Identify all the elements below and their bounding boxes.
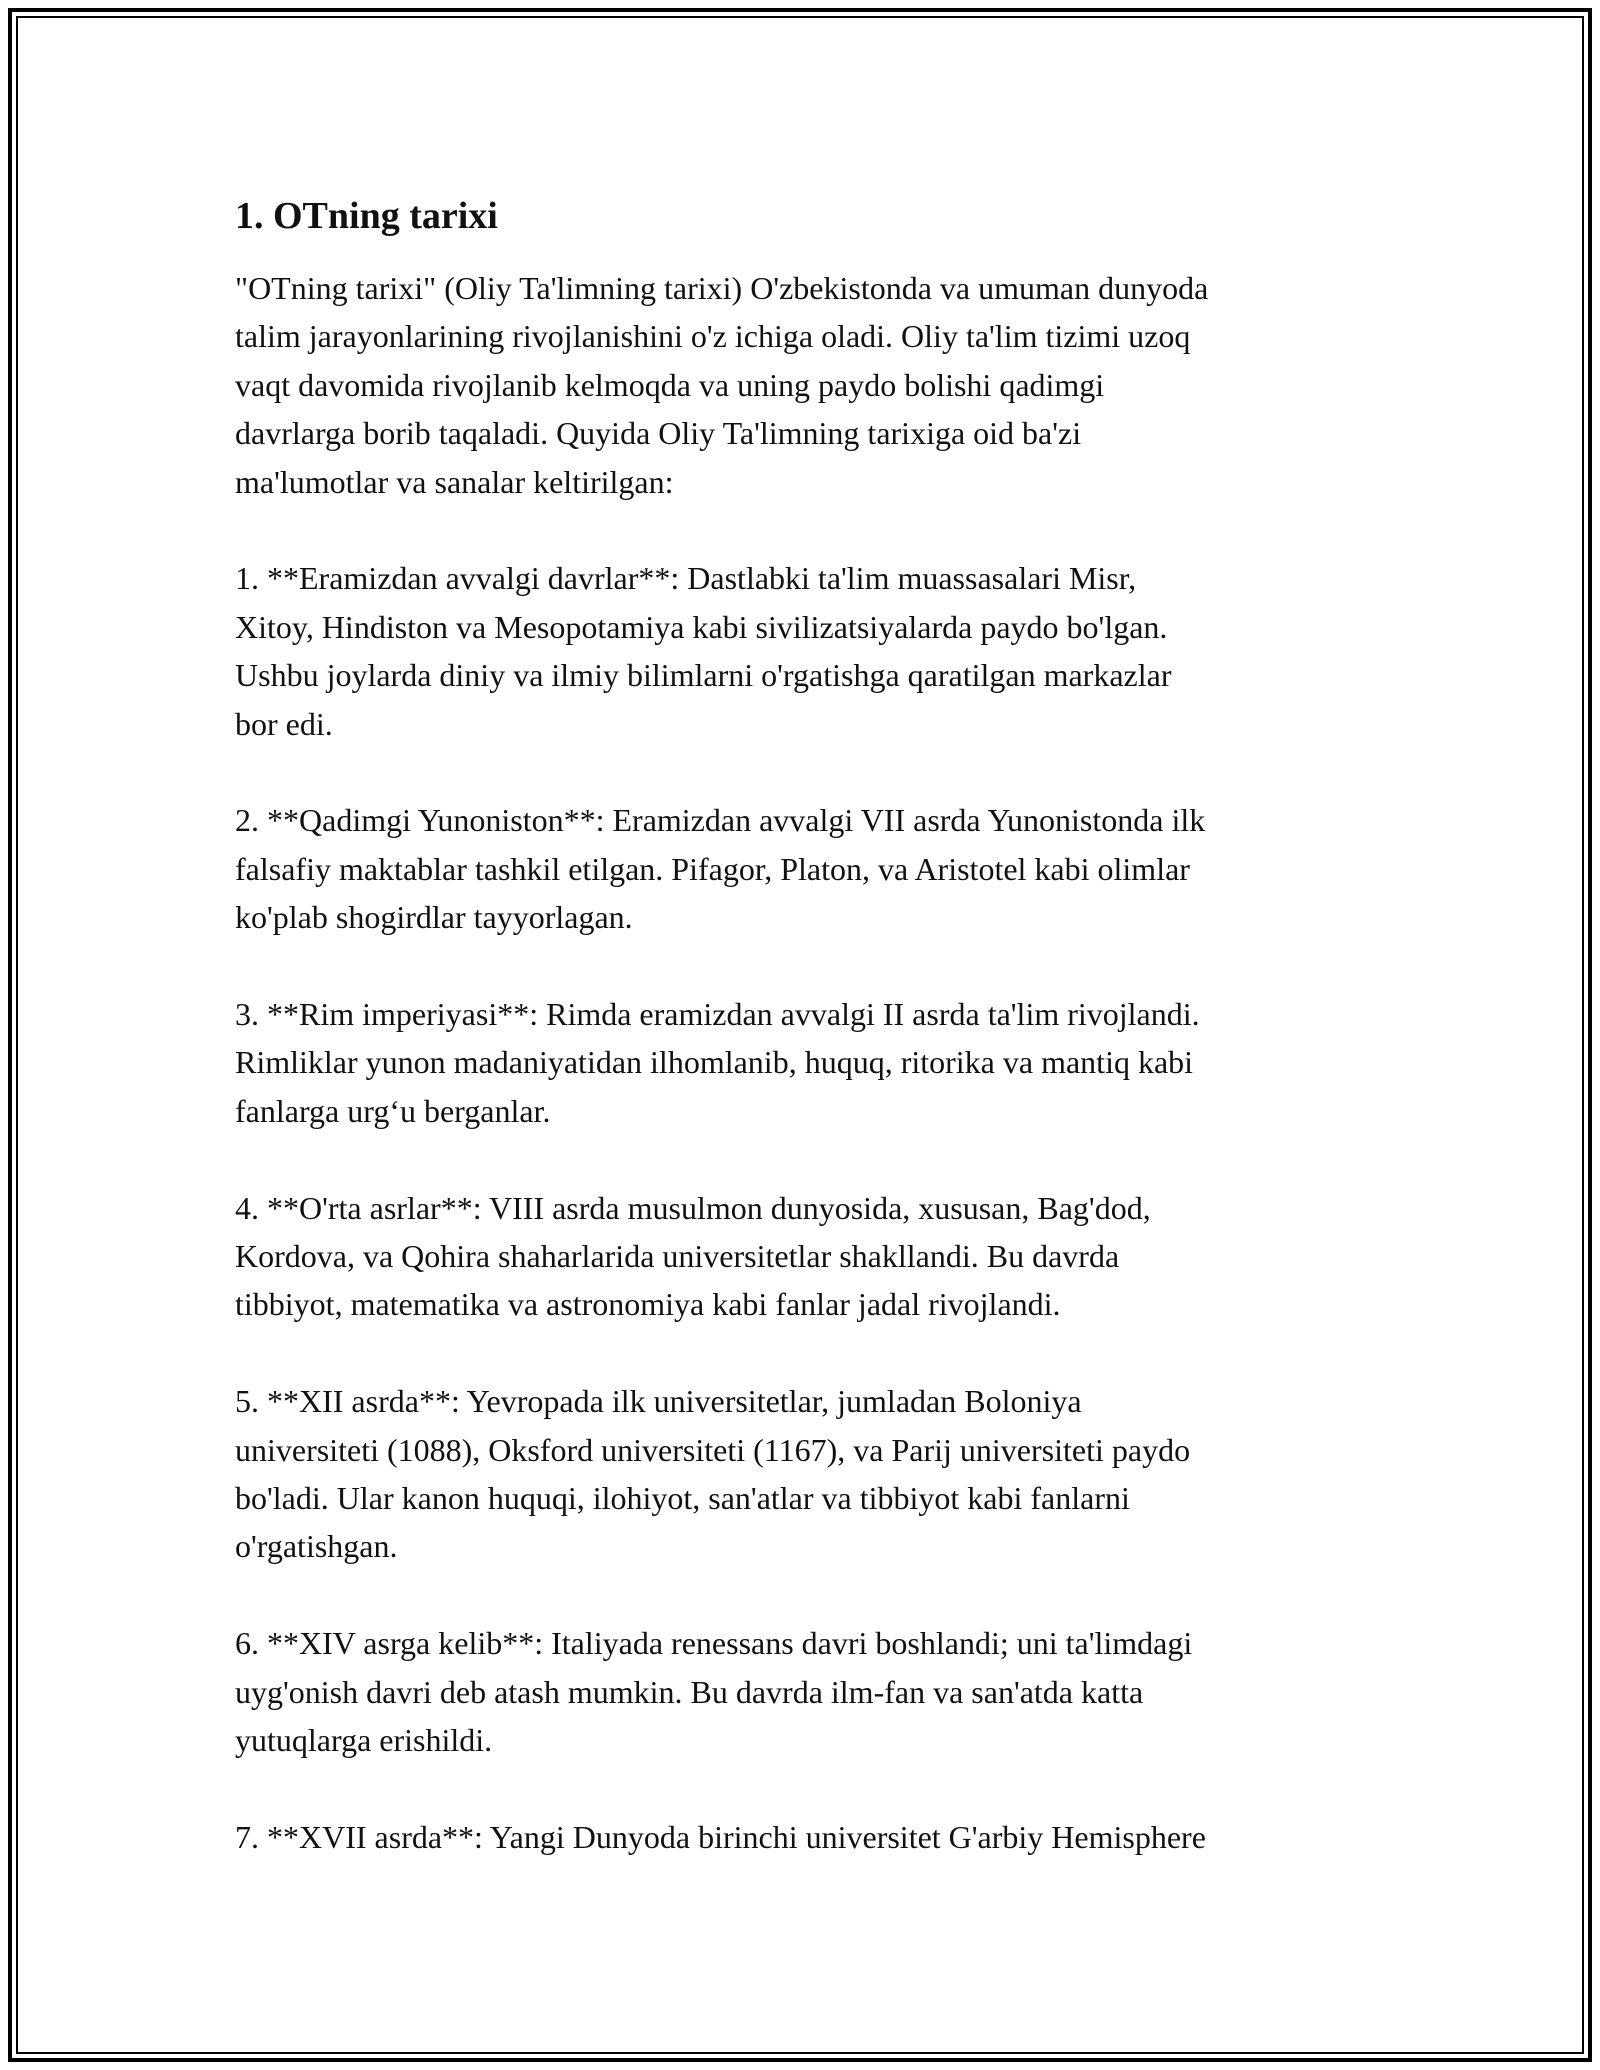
list-item-2 xyxy=(235,796,1365,941)
text-line: 5. **XII asrda**: Yevropada ilk universitetlar, jumladan Boloniya xyxy=(235,1383,1082,1420)
text-line: 2. **Qadimgi Yunoniston**: Eramizdan avvalgi VII asrda Yunonistonda ilk xyxy=(235,802,1206,839)
list-item-7 xyxy=(235,1813,1365,1861)
text-line: talim jarayonlarining rivojlanishini o'z ichiga oladi. Oliy ta'lim tizimi uzoq xyxy=(235,318,1191,355)
text-line: 1. **Eramizdan avvalgi davrlar**: Dastlabki ta'lim muassasalari Misr, xyxy=(235,560,1137,597)
text-line: vaqt davomida rivojlanib kelmoqda va uning paydo bolishi qadimgi xyxy=(235,366,1105,403)
list-item-4 xyxy=(235,1184,1365,1329)
text-line: Xitoy, Hindiston va Mesopotamiya kabi sivilizatsiyalarda paydo bo'lgan. xyxy=(235,608,1168,645)
list-item-1 xyxy=(235,554,1365,748)
list-item-5 xyxy=(235,1377,1365,1571)
text-line: "OTning tarixi" (Oliy Ta'limning tarixi) O'zbekistonda va umuman dunyoda xyxy=(235,270,1209,306)
text-line: bor edi. xyxy=(235,705,333,742)
text-line: bo'ladi. Ular kanon huquqi, ilohiyot, san'atlar va tibbiyot kabi fanlarni xyxy=(235,1480,1130,1517)
text-line: Rimliklar yunon madaniyatidan ilhomlanib, huquq, ritorika va mantiq kabi xyxy=(235,1044,1194,1081)
intro-paragraph xyxy=(235,264,1365,506)
text-line: Ushbu joylarda diniy va ilmiy bilimlarni o'rgatishga qaratilgan markazlar xyxy=(235,657,1172,694)
text-line: ma'lumotlar va sanalar keltirilgan: xyxy=(235,463,674,500)
text-line: yutuqlarga erishildi. xyxy=(235,1722,493,1759)
list-item-3 xyxy=(235,990,1365,1135)
text-line: falsafiy maktablar tashkil etilgan. Pifagor, Platon, va Aristotel kabi olimlar xyxy=(235,850,1190,887)
document-body xyxy=(235,188,1365,1861)
text-line: 6. **XIV asrga kelib**: Italiyada renessans davri boshlandi; uni ta'limdagi xyxy=(235,1625,1193,1662)
text-line: davrlarga borib taqaladi. Quyida Oliy Ta'limning tarixiga oid ba'zi xyxy=(235,415,1082,452)
text-line: universiteti (1088), Oksford universiteti (1167), va Parij universiteti paydo xyxy=(235,1431,1191,1468)
text-line: uyg'onish davri deb atash mumkin. Bu davrda ilm-fan va san'atda katta xyxy=(235,1673,1144,1710)
section-heading: 1. OTning tarixi xyxy=(235,195,498,237)
text-line: o'rgatishgan. xyxy=(235,1528,398,1565)
text-line: ko'plab shogirdlar tayyorlagan. xyxy=(235,899,633,936)
text-line: 7. **XVII asrda**: Yangi Dunyoda birinchi universitet G'arbiy Hemisphere xyxy=(235,1818,1206,1855)
list-item-6 xyxy=(235,1619,1365,1764)
text-line: 3. **Rim imperiyasi**: Rimda eramizdan avvalgi II asrda ta'lim rivojlandi. xyxy=(235,996,1200,1033)
text-line: Kordova, va Qohira shaharlarida universitetlar shakllandi. Bu davrda xyxy=(235,1238,1120,1275)
text-line: 4. **O'rta asrlar**: VIII asrda musulmon dunyosida, xususan, Bag'dod, xyxy=(235,1189,1151,1226)
text-line: fanlarga urg‘u berganlar. xyxy=(235,1092,551,1129)
text-line: tibbiyot, matematika va astronomiya kabi fanlar jadal rivojlandi. xyxy=(235,1286,1061,1323)
